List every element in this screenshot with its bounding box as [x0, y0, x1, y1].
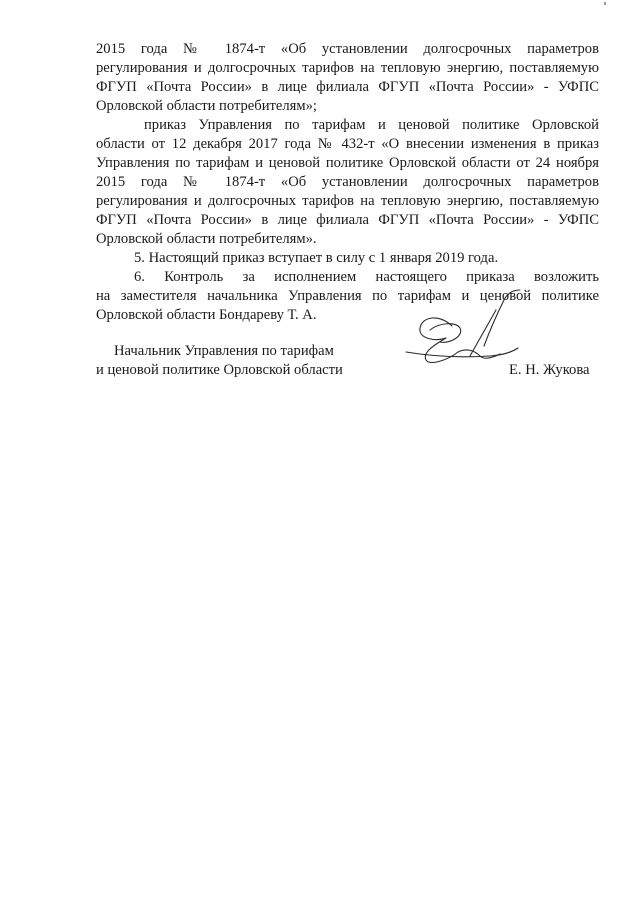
paragraph-line: на заместителя начальника Управления по тарифам и ценовой политике [96, 288, 599, 304]
paragraph-line: 2015 года № 1874-т «Об установлении долгосрочных параметров [96, 41, 599, 57]
paragraph-line: Орловской области Бондареву Т. А. [96, 307, 317, 323]
signatory-title: Начальник Управления по тарифам [114, 343, 334, 359]
paragraph-line: регулирования и долгосрочных тарифов на тепловую энергию, поставляемую [96, 60, 599, 76]
signatory-name: Е. Н. Жукова [509, 362, 590, 378]
paragraph-line: области от 12 декабря 2017 года № 432-т «О внесении изменения в приказ [96, 136, 599, 152]
paragraph-line: регулирования и долгосрочных тарифов на тепловую энергию, поставляемую [96, 193, 599, 209]
signatory-title: и ценовой политике Орловской области [96, 362, 343, 378]
paragraph-line: ФГУП «Почта России» в лице филиала ФГУП «Почта России» - УФПС [96, 79, 599, 95]
paragraph-line: Орловской области потребителям»; [96, 98, 317, 114]
paragraph-line: ФГУП «Почта России» в лице филиала ФГУП «Почта России» - УФПС [96, 212, 599, 228]
handwritten-signature [400, 286, 530, 366]
paragraph-line: Орловской области потребителям». [96, 231, 317, 247]
item-5: 5. Настоящий приказ вступает в силу с 1 января 2019 года. [134, 250, 499, 266]
paragraph-line: приказ Управления по тарифам и ценовой политике Орловской [144, 117, 599, 133]
scan-mark [604, 2, 606, 5]
paragraph-line: 6. Контроль за исполнением настоящего приказа возложить [134, 269, 599, 285]
paragraph-line: 2015 года № 1874-т «Об установлении долгосрочных параметров [96, 174, 599, 190]
paragraph-line: Управления по тарифам и ценовой политике Орловской области от 24 ноября [96, 155, 599, 171]
